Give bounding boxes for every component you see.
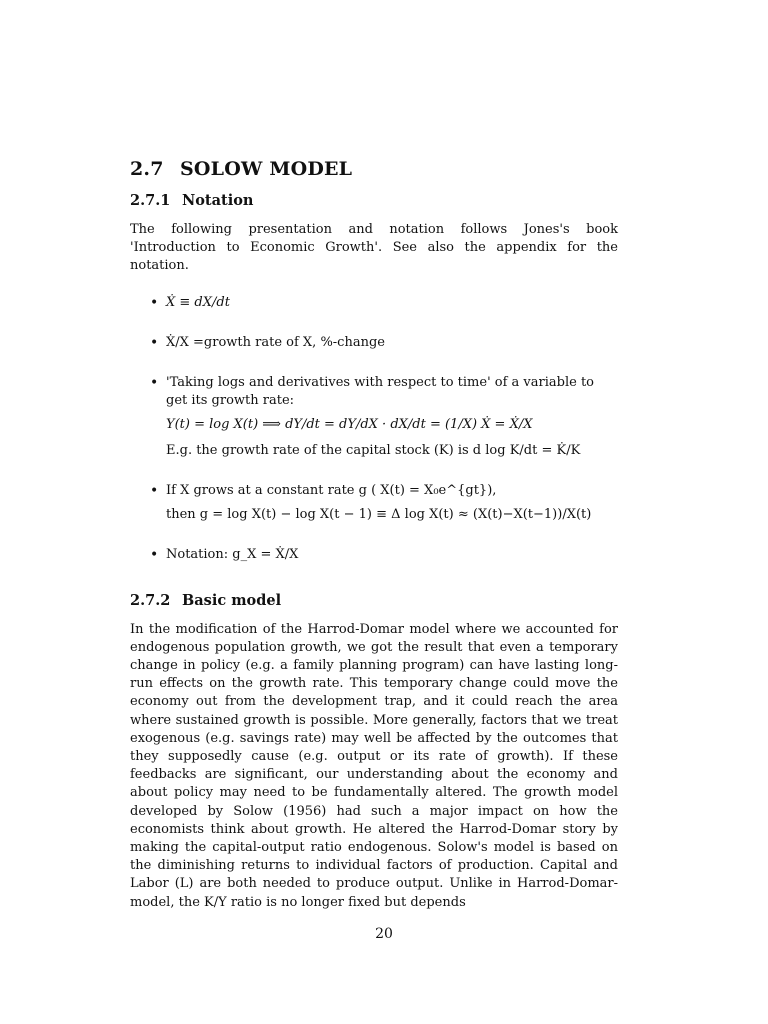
constant-rate-text: • If X grows at a constant rate g ( X(t) = X₀e^{gt}), [166,482,497,498]
document-page [130,158,618,912]
notation-gx: Notation: g_X = Ẋ/X [166,546,299,562]
log-derivative-equation: Y(t) = log X(t) ⟹ dY/dt = dY/dX · dX/dt = (1/X) Ẋ = Ẋ/X [166,416,533,432]
section-number: 2.7 [130,158,164,180]
subsection-title: Notation [182,192,254,209]
constant-rate-equation: then g = log X(t) − log X(t − 1) ≡ Δ log X(t) ≈ (X(t)−X(t−1))/X(t) [166,506,592,522]
notation-list [130,294,618,564]
basic-model-paragraph: In the modification of the Harrod-Domar model where we accounted for endogenous population growth, we got the result that even a temporary change in policy (e.g. a family planning program) can have lasting long-run effects on the growth rate. This temporary change could move the economy out from the development trap, and it could reach the area where sustained growth is possible. More generally, factors that we treat exogenous (e.g. savings rate) may well be affected by the outcomes that they supposedly cause (e.g. output or its rate of growth). If these feedbacks are significant, our understanding about the economy and about policy may need to be fundamentally altered. The growth model developed by Solow (1956) had such a major impact on how the economists think about growth. He altered the Harrod-Domar story by making the capital-output ratio endogenous. Solow's model is based on the diminishing returns to individual factors of production. Capital and Labor (L) are both needed to produce output. Unlike in Harrod-Domar-model, the K/Y ratio is no longer fixed but depends [130,621,618,910]
capital-stock-example: E.g. the growth rate of the capital stock (K) is d log K/dt = K̇/K [166,442,581,458]
equation-growth-rate: Ẋ/X =growth rate of X, %-change [166,334,385,350]
list-item [130,334,618,352]
section-title: SOLOW MODEL [180,158,353,180]
subsection-number: 2.7.1 [130,192,171,209]
subsection-heading-notation [130,192,618,209]
subsection-number: 2.7.2 [130,591,171,609]
list-item [130,546,618,564]
list-item [130,294,618,312]
subsection-heading-basic-model [130,592,618,609]
section-heading [130,158,618,180]
list-item [130,482,618,524]
subsection-title: Basic model [182,591,282,609]
logs-derivatives-text: • 'Taking logs and derivatives with respect to time' of a variable to get its growth rate: [166,374,595,408]
equation-dot-x: Ẋ ≡ dX/dt [166,294,230,310]
page-number: 20 [375,926,393,942]
list-item [130,374,618,460]
intro-paragraph: The following presentation and notation follows Jones's book 'Introduction to Economic Growth'. See also the appendix for the notation. [130,222,618,274]
